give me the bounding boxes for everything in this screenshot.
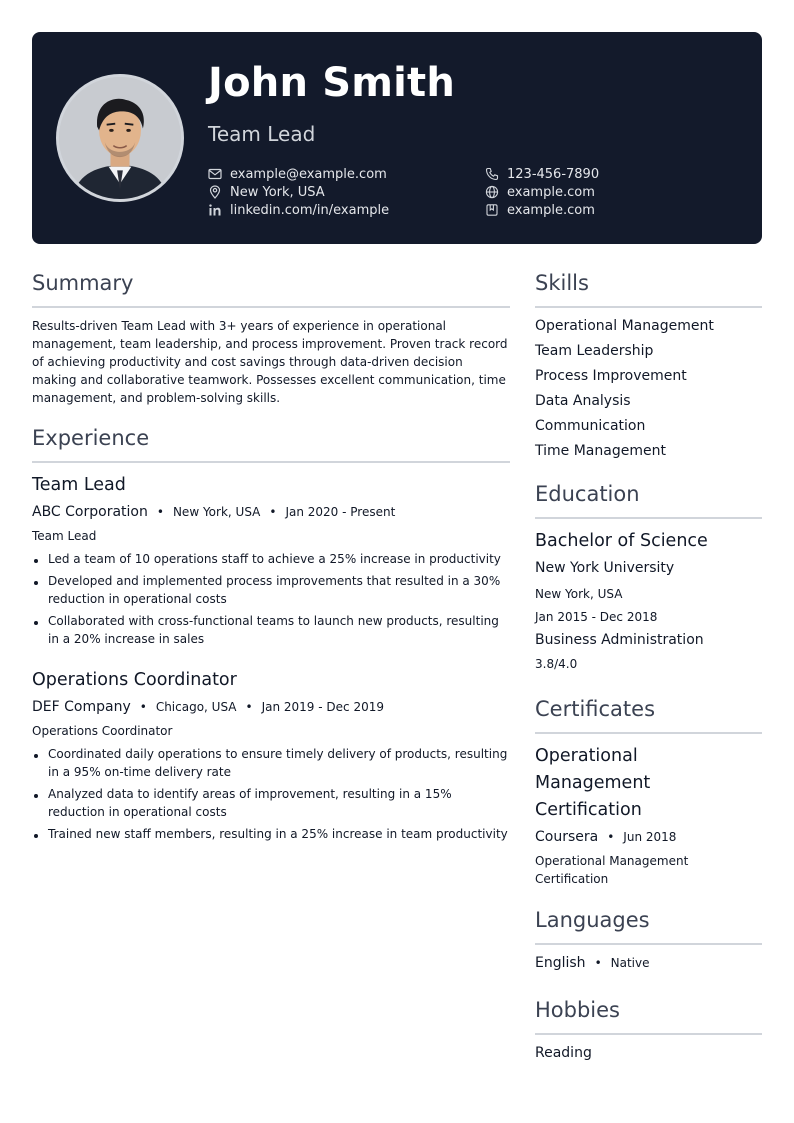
hobbies-heading: Hobbies	[535, 998, 620, 1022]
summary-divider	[32, 306, 510, 308]
resume-header	[32, 32, 762, 244]
separator-dot: •	[245, 700, 253, 714]
certificate-name-line: Management	[535, 773, 651, 793]
job-title: Operations Coordinator	[32, 670, 237, 690]
job-bullet: Led a team of 10 operations staff to achieve a 25% increase in productivity	[32, 550, 512, 568]
candidate-title: Team Lead	[208, 122, 316, 146]
job-bullet: Coordinated daily operations to ensure timely delivery of products, resulting in a 95% on-time delivery rate	[32, 745, 512, 781]
separator-dot: •	[269, 505, 277, 519]
job-title: Team Lead	[32, 475, 126, 495]
education-field: Business Administration	[535, 632, 704, 648]
contact-linkedin[interactable]	[208, 201, 389, 219]
job-meta	[32, 699, 384, 715]
separator-dot: •	[594, 956, 602, 970]
education-degree: Bachelor of Science	[535, 531, 708, 551]
summary-heading: Summary	[32, 271, 134, 295]
contact-location	[208, 183, 325, 201]
job-bullets	[32, 745, 512, 847]
skills-divider	[535, 306, 762, 308]
language-name: English	[535, 955, 586, 971]
skill-item: Communication	[535, 418, 646, 434]
hobbies-divider	[535, 1033, 762, 1035]
job-location: New York, USA	[172, 505, 261, 519]
map-pin-icon	[208, 185, 222, 199]
certificate-desc-line: Certification	[535, 872, 609, 886]
candidate-name: John Smith	[208, 60, 456, 106]
skill-item: Data Analysis	[535, 393, 631, 409]
separator-dot: •	[139, 700, 147, 714]
contact-linkedin-text: linkedin.com/in/example	[230, 202, 390, 218]
mail-icon	[208, 167, 222, 181]
skill-item: Operational Management	[535, 318, 714, 334]
contact-portfolio-text: example.com	[507, 202, 595, 218]
certificate-desc-line: Operational Management	[535, 854, 689, 868]
job-role: Team Lead	[32, 529, 97, 543]
bookmark-icon	[485, 203, 499, 217]
separator-dot: •	[156, 505, 164, 519]
contact-website[interactable]	[485, 183, 595, 201]
languages-heading: Languages	[535, 908, 650, 932]
portrait-illustration	[59, 77, 181, 199]
education-location: New York, USA	[535, 587, 623, 601]
certificate-date: Jun 2018	[623, 830, 677, 844]
job-dates: Jan 2019 - Dec 2019	[261, 700, 384, 714]
globe-icon	[485, 185, 499, 199]
job-company: DEF Company	[32, 699, 131, 715]
skill-item: Time Management	[535, 443, 666, 459]
education-school: New York University	[535, 560, 675, 576]
contact-phone[interactable]	[485, 165, 599, 183]
skills-heading: Skills	[535, 271, 589, 295]
profile-photo	[56, 74, 184, 202]
skill-item: Process Improvement	[535, 368, 687, 384]
contact-website-text: example.com	[507, 184, 595, 200]
education-heading: Education	[535, 482, 640, 506]
certificate-name-line: Certification	[535, 800, 642, 820]
job-company: ABC Corporation	[32, 504, 148, 520]
certificates-heading: Certificates	[535, 697, 656, 721]
separator-dot: •	[607, 830, 615, 844]
job-meta	[32, 504, 395, 520]
contact-email[interactable]	[208, 165, 387, 183]
job-bullets	[32, 550, 512, 652]
languages-divider	[535, 943, 762, 945]
phone-icon	[485, 167, 499, 181]
job-bullet: Trained new staff members, resulting in a 25% increase in team productivity	[32, 825, 512, 843]
education-dates: Jan 2015 - Dec 2018	[535, 610, 658, 624]
experience-divider	[32, 461, 510, 463]
summary-text: Results-driven Team Lead with 3+ years of experience in operational management, team leadership, and process improvement. Proven track record of achieving productivity and cost savings through data-driven decision making and collaborative teamwork. Possesses excellent communication, time management, and problem-solving skills.	[32, 319, 508, 405]
hobby-item: Reading	[535, 1045, 592, 1061]
certificate-name-line: Operational	[535, 746, 638, 766]
language-level: Native	[610, 956, 650, 970]
education-divider	[535, 517, 762, 519]
job-location: Chicago, USA	[155, 700, 237, 714]
experience-heading: Experience	[32, 426, 150, 450]
certificates-divider	[535, 732, 762, 734]
job-dates: Jan 2020 - Present	[285, 505, 396, 519]
job-role: Operations Coordinator	[32, 724, 173, 738]
contact-location-text: New York, USA	[230, 184, 325, 200]
job-bullet: Collaborated with cross-functional teams to launch new products, resulting in a 20% increase in sales	[32, 612, 512, 648]
linkedin-icon	[208, 203, 222, 217]
education-gpa: 3.8/4.0	[535, 657, 578, 671]
skill-item: Team Leadership	[535, 343, 654, 359]
certificate-issuer: Coursera	[535, 829, 599, 845]
contact-email-text: example@example.com	[230, 166, 387, 182]
language-entry	[535, 955, 650, 971]
contact-portfolio[interactable]	[485, 201, 595, 219]
job-bullet: Developed and implemented process improvements that resulted in a 30% reduction in operational costs	[32, 572, 512, 608]
job-bullet: Analyzed data to identify areas of improvement, resulting in a 15% reduction in operational costs	[32, 785, 512, 821]
certificate-meta	[535, 829, 676, 845]
contact-phone-text: 123-456-7890	[507, 166, 600, 182]
